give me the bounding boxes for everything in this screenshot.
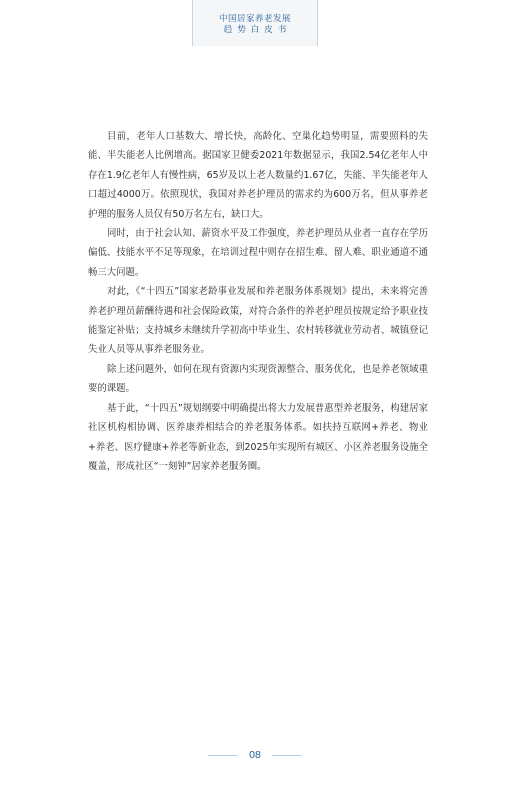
paragraph-2: 同时，由于社会认知、薪资水平及工作强度，养老护理员从业者一直存在学历偏低、技能水平不足等现象，在培训过程中则存在招生难、留人难、职业通道不通畅三大问题。 <box>88 228 428 278</box>
document-header <box>192 0 318 46</box>
page-footer <box>0 748 510 762</box>
body-text <box>88 127 428 476</box>
paragraph-5: 基于此，“十四五”规划纲要中明确提出将大力发展普惠型养老服务，构建居家社区机构相协调、医养康养相结合的养老服务体系。如扶持互联网+养老、物业+养老、医疗健康+养老等新业态，到2025年实现所有城区、小区养老服务设施全覆盖，形成社区“一刻钟”居家养老服务圈。 <box>88 402 428 472</box>
paragraph-1: 目前，老年人口基数大、增长快，高龄化、空巢化趋势明显，需要照料的失能、半失能老人比例增高。据国家卫健委2021年数据显示，我国2.54亿老年人中存在1.9亿老年人有慢性病，65岁及以上老人数量约1.67亿，失能、半失能老年人口超过4000万。依照现状，我国对养老护理员的需求约为600万名，但从事养老护理的服务人员仅有50万名左右，缺口大。 <box>88 131 428 220</box>
paragraph-4: 除上述问题外，如何在现有资源内实现资源整合、服务优化，也是养老领域重要的课题。 <box>88 363 428 395</box>
page-number: 08 <box>249 749 261 761</box>
header-title: 中国居家养老发展 <box>218 14 291 24</box>
footer-rule-left <box>208 755 238 756</box>
header-subtitle: 趋势白皮书 <box>223 25 292 35</box>
paragraph-3: 对此，《“十四五”国家老龄事业发展和养老服务体系规划》提出，未来将完善养老护理员薪酬待遇和社会保险政策，对符合条件的养老护理员按规定给予职业技能鉴定补贴；支持城乡未继续升学初高中毕业生、农村转移就业劳动者、城镇登记失业人员等从事养老服务业。 <box>88 286 428 356</box>
footer-rule-right <box>272 755 302 756</box>
